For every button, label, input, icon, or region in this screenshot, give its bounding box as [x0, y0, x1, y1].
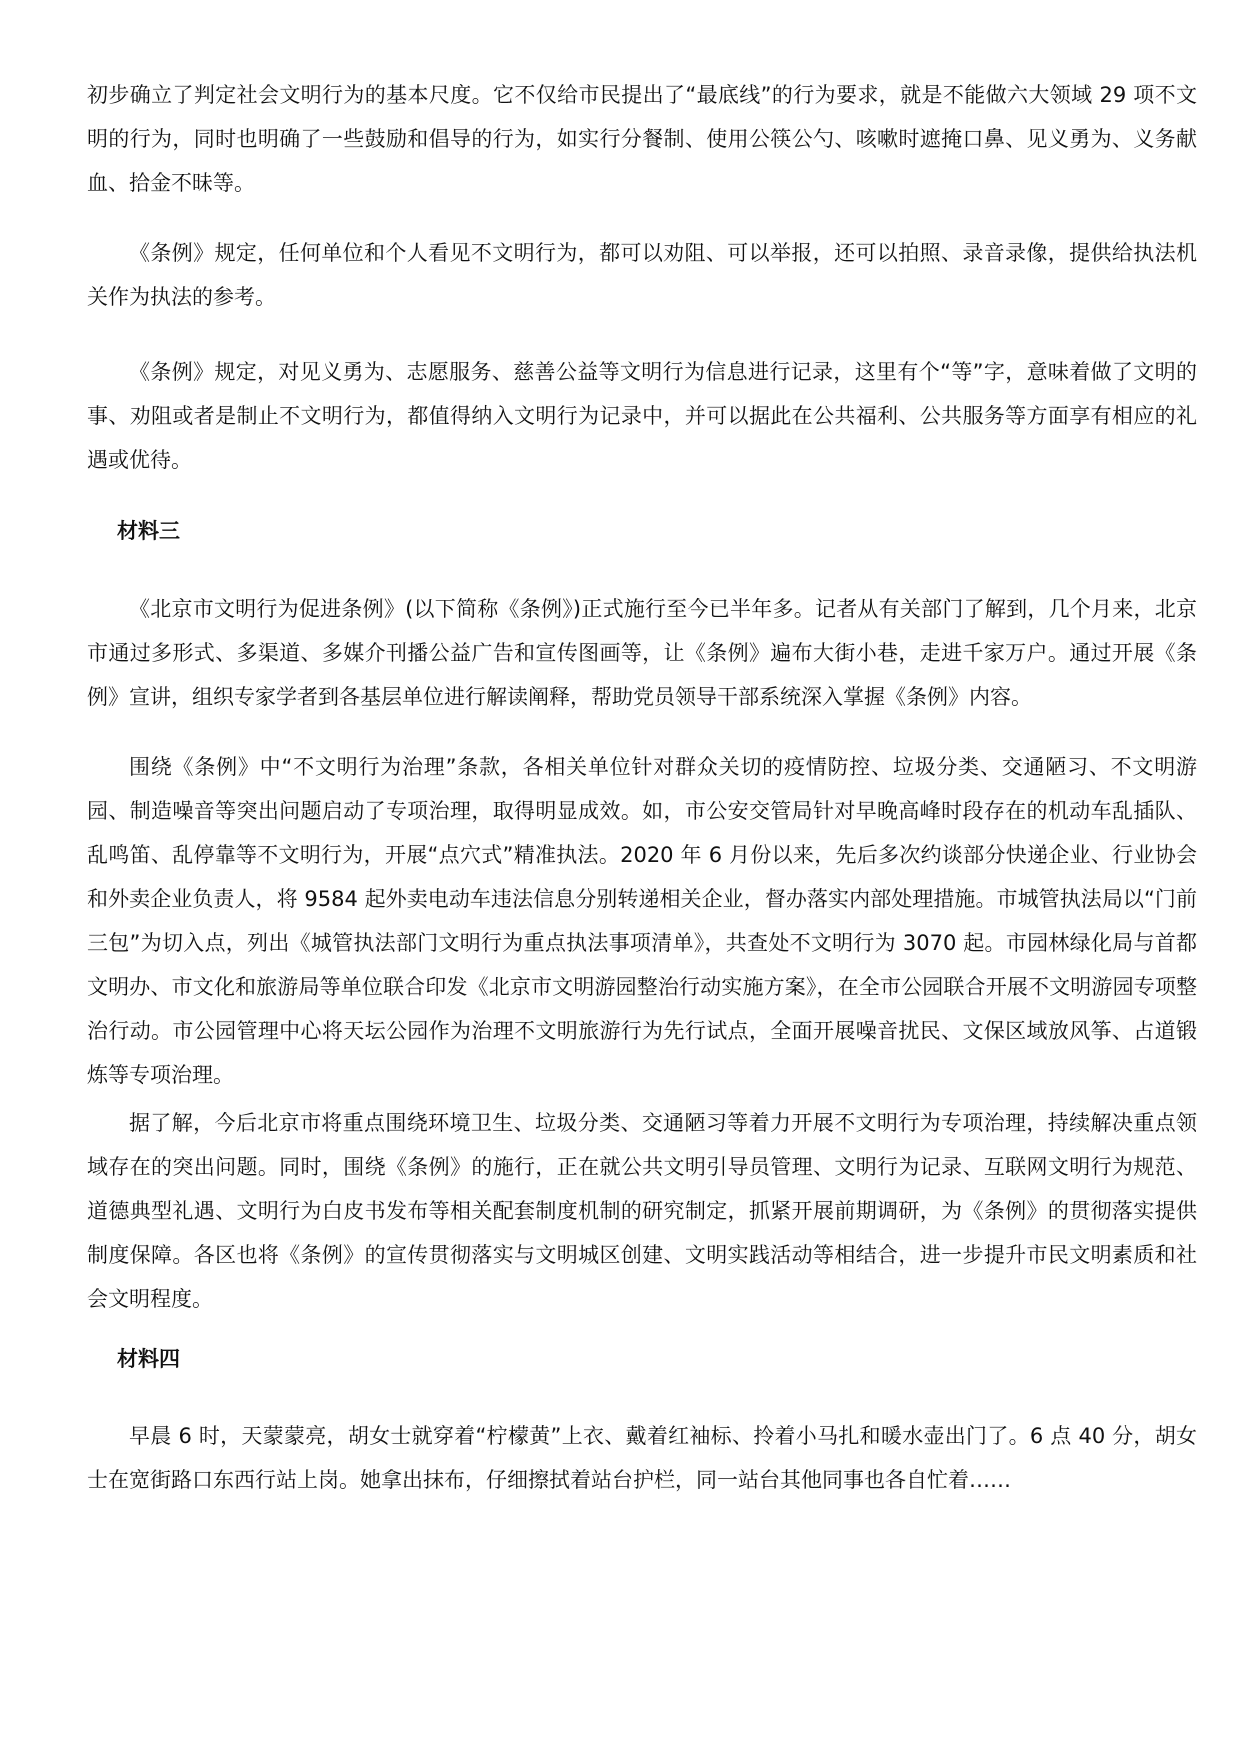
paragraph-record-rule: 《条例》规定，对见义勇为、志愿服务、慈善公益等文明行为信息进行记录，这里有个“等”字，意味着做了文明的事、劝阻或者是制止不文明行为，都值得纳入文明行为记录中，并可以据此在公共福利、公共服务等方面享有相应的礼遇或优待。	[87, 360, 1197, 472]
section-heading-material-3: 材料三	[117, 519, 180, 543]
paragraph-report-rule: 《条例》规定，任何单位和个人看见不文明行为，都可以劝阻、可以举报，还可以拍照、录音录像，提供给执法机关作为执法的参考。	[87, 241, 1197, 309]
section-heading-material-4: 材料四	[117, 1347, 180, 1371]
paragraph-regulation-intro: 《北京市文明行为促进条例》(以下简称《条例》)正式施行至今已半年多。记者从有关部门了解到，几个月来，北京市通过多形式、多渠道、多媒介刊播公益广告和宣传图画等，让《条例》遍布大街小巷，走进千家万户。通过开展《条例》宣讲，组织专家学者到各基层单位进行解读阐释，帮助党员领导干部系统深入掌握《条例》内容。	[87, 597, 1197, 709]
paragraph-continuation: 初步确立了判定社会文明行为的基本尺度。它不仅给市民提出了“最底线”的行为要求，就是不能做六大领域 29 项不文明的行为，同时也明确了一些鼓励和倡导的行为，如实行分餐制、使用公筷公勺、咳嗽时遮掩口鼻、见义勇为、义务献血、拾金不昧等。	[87, 83, 1197, 195]
paragraph-special-governance: 围绕《条例》中“不文明行为治理”条款，各相关单位针对群众关切的疫情防控、垃圾分类、交通陋习、不文明游园、制造噪音等突出问题启动了专项治理，取得明显成效。如，市公安交管局针对早晚高峰时段存在的机动车乱插队、乱鸣笛、乱停靠等不文明行为，开展“点穴式”精准执法。2020 年 6 月份以来，先后多次约谈部分快递企业、行业协会和外卖企业负责人，将 9584 起外卖电动车违法信息分别转递相关企业，督办落实内部处理措施。市城管执法局以“门前三包”为切入点，列出《城管执法部门文明行为重点执法事项清单》，共查处不文明行为 3070 起。市园林绿化局与首都文明办、市文化和旅游局等单位联合印发《北京市文明游园整治行动实施方案》，在全市公园联合开展不文明游园专项整治行动。市公园管理中心将天坛公园作为治理不文明旅游行为先行试点，全面开展噪音扰民、文保区域放风筝、占道锻炼等专项治理。	[87, 755, 1197, 1087]
paragraph-morning-story: 早晨 6 时，天蒙蒙亮，胡女士就穿着“柠檬黄”上衣、戴着红袖标、拎着小马扎和暖水壶出门了。6 点 40 分，胡女士在宽街路口东西行站上岗。她拿出抹布，仔细擦拭着站台护栏，同一站台其他同事也各自忙着……	[87, 1424, 1197, 1492]
paragraph-future-plans: 据了解，今后北京市将重点围绕环境卫生、垃圾分类、交通陋习等着力开展不文明行为专项治理，持续解决重点领域存在的突出问题。同时，围绕《条例》的施行，正在就公共文明引导员管理、文明行为记录、互联网文明行为规范、道德典型礼遇、文明行为白皮书发布等相关配套制度机制的研究制定，抓紧开展前期调研，为《条例》的贯彻落实提供制度保障。各区也将《条例》的宣传贯彻落实与文明城区创建、文明实践活动等相结合，进一步提升市民文明素质和社会文明程度。	[87, 1111, 1197, 1311]
